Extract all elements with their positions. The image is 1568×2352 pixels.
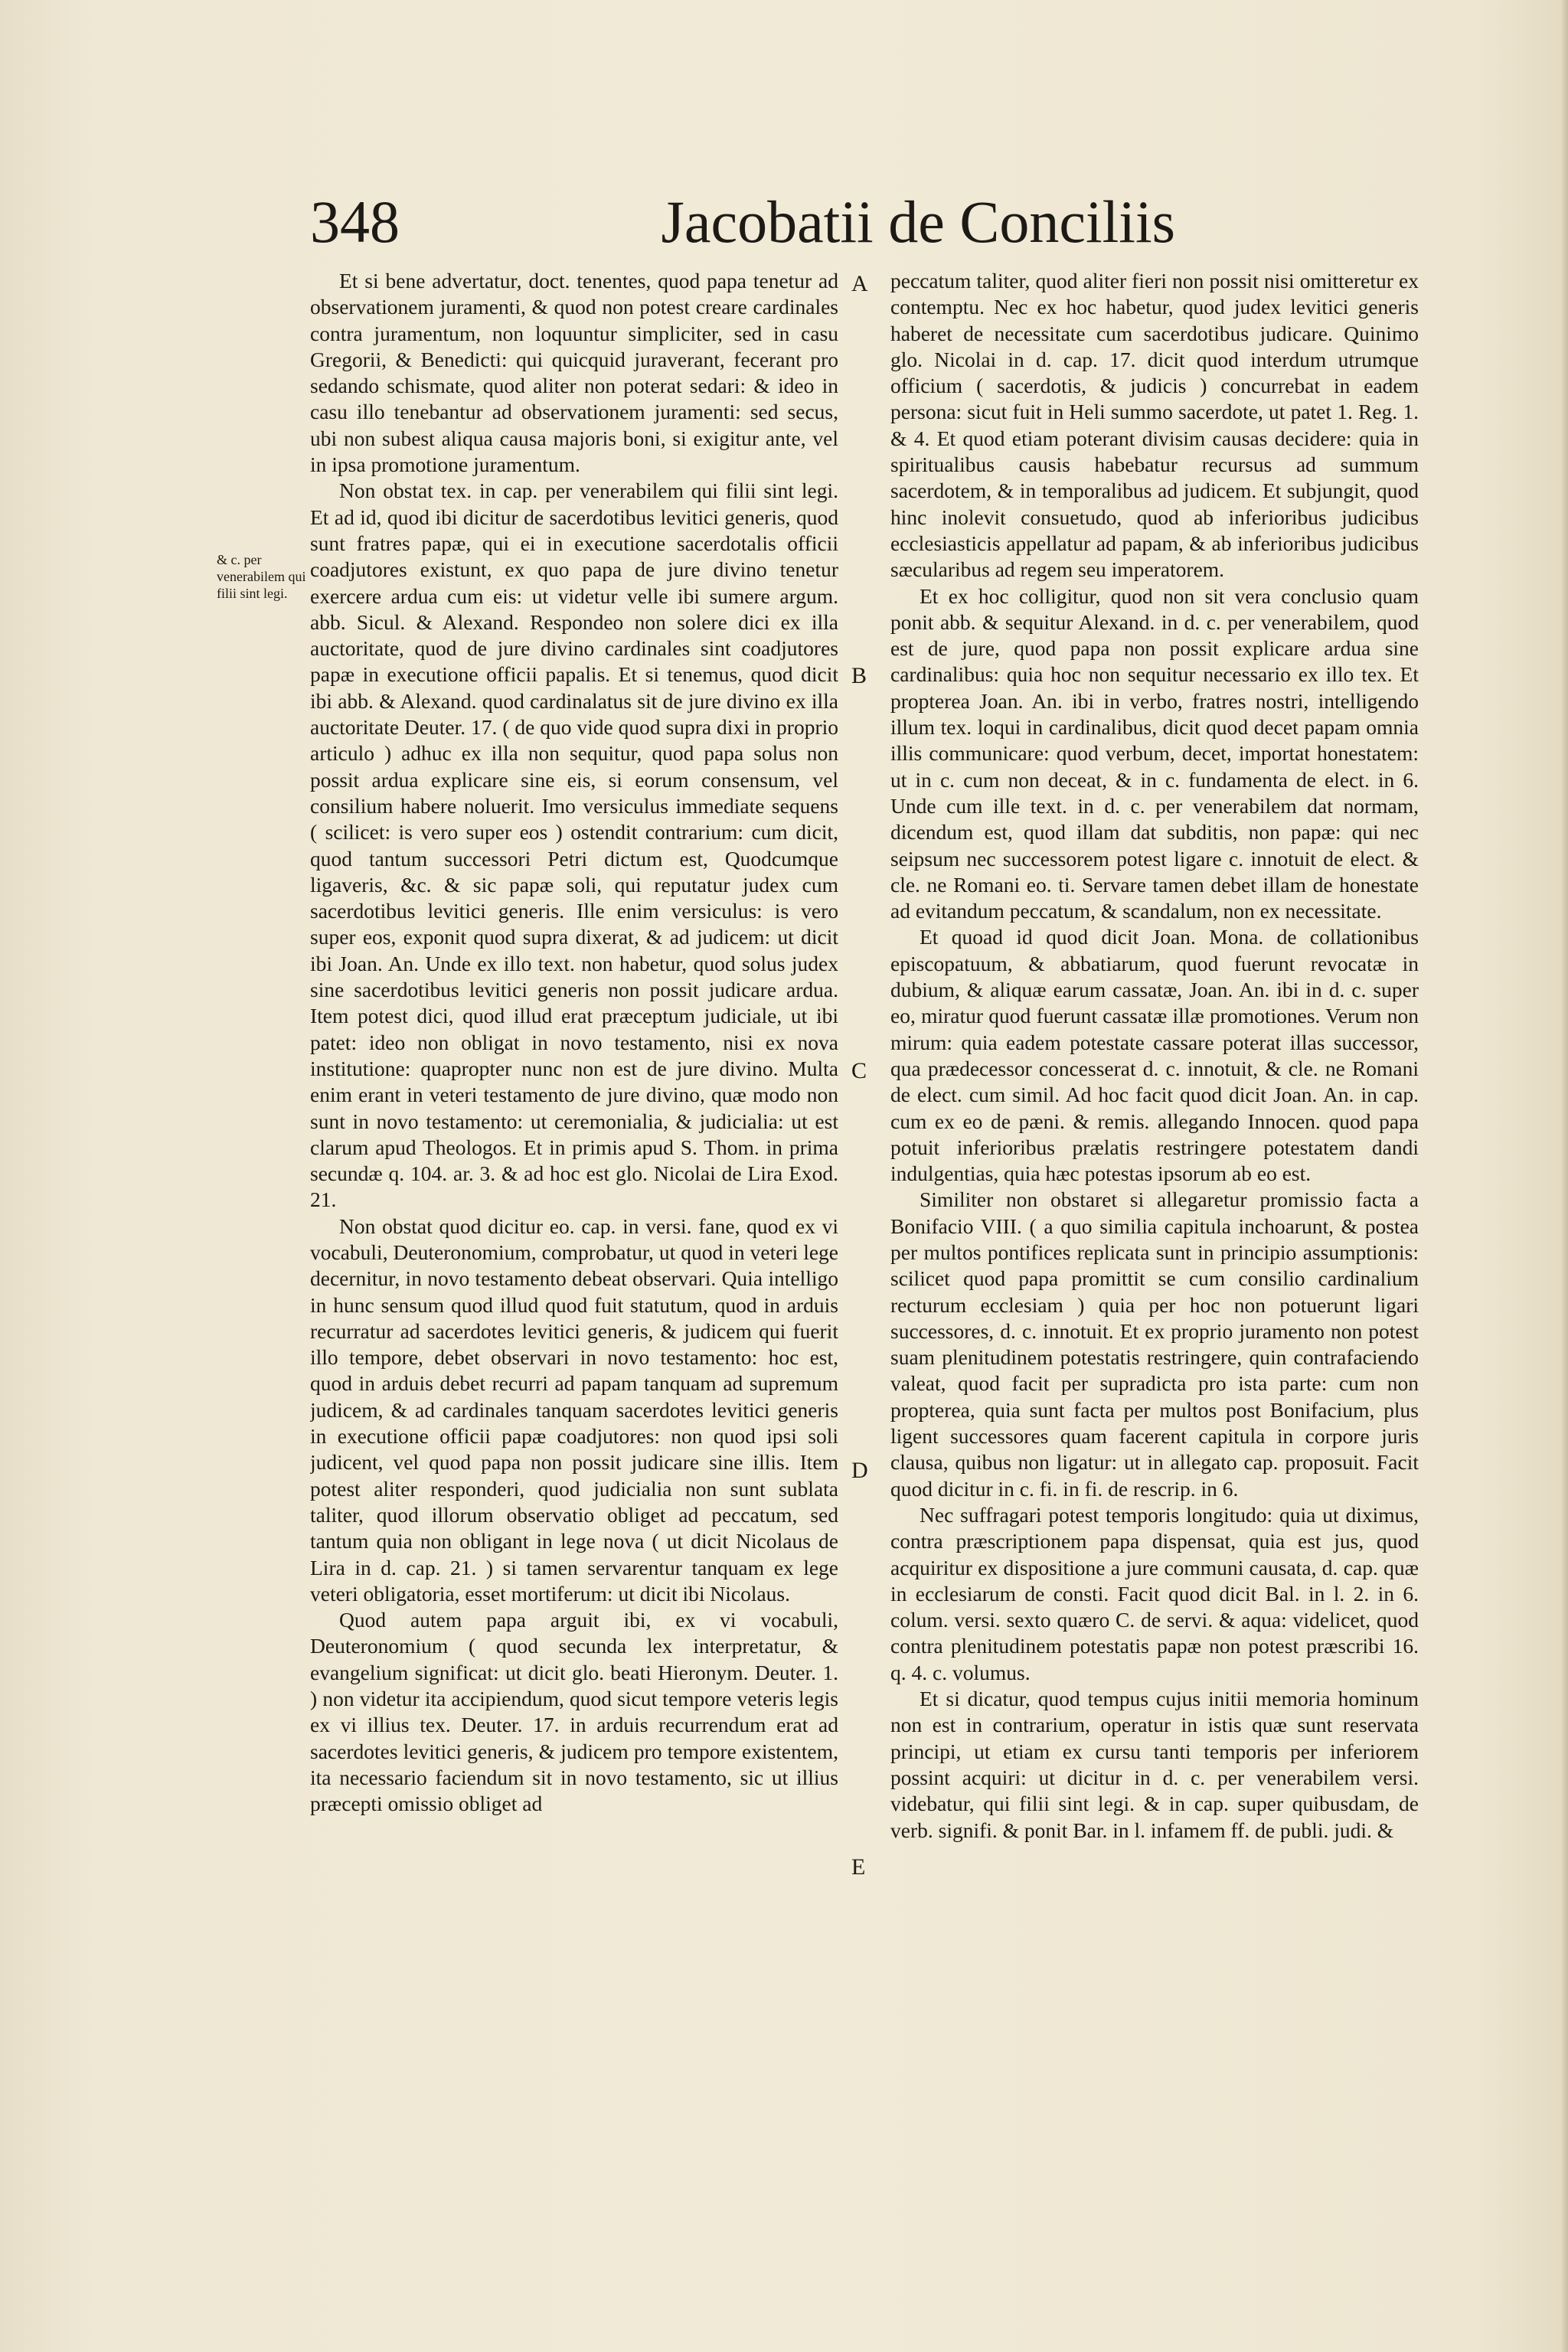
- section-letter-d: D: [851, 1458, 868, 1483]
- section-letter-b: B: [851, 663, 867, 688]
- paragraph: Quod autem papa arguit ibi, ex vi vocabuli, Deuteronomium ( quod secunda lex interpretatur, & evangelium significat: ut dicit glo. beati Hieronym. Deuter. 1. ) non videtur ita accipiendum, quod sicut tempore veteris legis ex vi illius tex. Deuter. 17. in arduis recurrendum erat ad sacerdotes levitici generis, & judicem pro tempore existentem, ita necessario faciendum sit in novo testamento, sic ut illius præcepti omissio obliget ad: [310, 1608, 838, 1816]
- paragraph: Similiter non obstaret si allegaretur promissio facta a Bonifacio VIII. ( a quo similia capitula inchoarunt, & postea per multos pontifices replicata sunt in principio assumptionis: scilicet quod papa promittit se cum consilio cardinalium recturum ecclesiam ) quia per hoc non potuerunt ligari successores, d. c. innotuit. Et ex proprio juramento non potest suam plenitudinem potestatis restringere, quin contrafaciendo valeat, quod facit per supradicta pro ista parte: cum non propterea, quia sunt facta per multos post Bonifacium, plus ligent successores quam facerent capitula in corpore juris clausa, quibus non ligatur: ut in allegato cap. proposuit. Facit quod dicitur in c. fi. in fi. de rescrip. in 6.: [890, 1187, 1419, 1501]
- marginal-note: & c. per venerabilem qui filii sint legi.: [217, 552, 306, 601]
- section-letter-e: E: [851, 1854, 866, 1880]
- paragraph: Non obstat quod dicitur eo. cap. in versi. fane, quod ex vi vocabuli, Deuteronomium, comprobatur, ut quod in veteri lege decernitur, in novo testamento debeat observari. Quia intelligo in hunc sensum quod illud quod fuit statutum, quod in arduis recurratur ad sacerdotes levitici generis, & judicem qui fuerit illo tempore, debet observari in novo testamento: hoc est, quod in arduis debet recurri ad papam tanquam ad supremum judicem, & ad cardinales tanquam sacerdotes levitici generis in executione officii papæ coadjutores: non quod ipsi soli judicent, vel quod papa non possit judicare sine illis. Item potest aliter responderi, quod judicialia non sunt sublata taliter, quod illorum observatio obliget ad peccatum, sed tantum quia non obligant in lege nova ( ut dicit Nicolaus de Lira in d. cap. 21. ) si tamen servarentur tanquam ex lege veteri obligatoria, esset mortiferum: ut dicit ibi Nicolaus.: [310, 1214, 838, 1606]
- section-letter-c: C: [851, 1058, 867, 1083]
- page-header: [310, 184, 1175, 260]
- paragraph: Et si bene advertatur, doct. tenentes, quod papa tenetur ad observationem juramenti, & quod non potest creare cardinales contra juramentum, non loquuntur simpliciter, sed in casu Gregorii, & Benedicti: qui quicquid juraverant, fecerant pro sedando schismate, quod aliter non poterat sedari: & ideo in casu illo tenebantur ad observationem juramenti: sed secus, ubi non subest aliqua causa majoris boni, si exigitur ante, vel in ipsa promotione juramentum.: [310, 269, 838, 477]
- running-title: Jacobatii de Conciliis: [661, 188, 1175, 255]
- paragraph: Non obstat tex. in cap. per venerabilem qui filii sint legi. Et ad id, quod ibi dicitur de sacerdotibus levitici generis, quod sunt fratres papæ, qui ei in executione sacerdotalis officii coadjutores existunt, ex quo papa de jure divino tenetur exercere ardua cum eis: ut videtur velle ibi sumere argum. abb. Sicul. & Alexand. Respondeo non solere dici ex illa auctoritate, quod de jure divino cardinales sint coadjutores papæ in executione officii papalis. Et si tenemus, quod dicit ibi abb. & Alexand. quod cardinalatus sit de jure divino ex illa auctoritate Deuter. 17. ( de quo vide quod supra dixi in proprio articulo ) adhuc ex illa non sequitur, quod papa solus non possit ardua explicare sine eis, si eorum consensum, vel consilium habere noluerit. Imo versiculus immediate sequens ( scilicet: is vero super eos ) ostendit contrarium: cum dicit, quod tantum successori Petri dictum est, Quodcumque ligaveris, &c. & sic papæ soli, qui reputatur judex cum sacerdotibus levitici generis. Ille enim versiculus: is vero super eos, exponit quod supra dixerat, & ad judicem: ut dicit ibi Joan. An. Unde ex illo text. non habetur, quod solus judex sine sacerdotibus levitici generis non possit judicare ardua. Item potest dici, quod illud erat præceptum judiciale, ut ibi patet: ideo non obligat in novo testamento, nisi ex nova institutione: quapropter nunc non est de jure divino. Multa enim erant in veteri testamento de jure divino, quæ modo non sunt in novo testamento: ut ceremonialia, & judicialia: ut est clarum apud Theologos. Et in primis apud S. Thom. in prima secundæ q. 104. ar. 3. & ad hoc est glo. Nicolai de Lira Exod. 21.: [310, 479, 838, 1212]
- page-number: 348: [310, 188, 400, 255]
- paragraph: Nec suffragari potest temporis longitudo: quia ut diximus, contra præscriptionem papa dispensat, quia est jus, quod acquiritur ex dispositione a jure communi causata, d. cap. quæ in ecclesiarum de consti. Facit quod dicit Bal. in l. 2. in 6. colum. versi. sexto quæro C. de servi. & aqua: videlicet, quod contra plenitudinem potestatis papæ non potest præscribi 16. q. 4. c. volumus.: [890, 1502, 1419, 1684]
- right-column: [890, 268, 1419, 2213]
- page-edge-shadow: [1560, 0, 1568, 2352]
- paragraph: Et ex hoc colligitur, quod non sit vera conclusio quam ponit abb. & sequitur Alexand. in d. c. per venerabilem, quod est de jure, quod papa non possit explicare ardua sine cardinalibus: quia hoc non sequitur necessario ex illo tex. Et propterea Joan. An. ibi in verbo, fratres nostri, intelligendo illum tex. loqui in cardinalibus, dicit quod decet papam omnia illis communicare: quod verbum, decet, importat honestatem: ut in c. cum non deceat, & in c. fundamenta de elect. in 6. Unde cum ille text. in d. c. per venerabilem dat normam, dicendum est, quod illam dat subditis, non papæ: qui nec seipsum nec successorem potest ligare c. innotuit de elect. & cle. ne Romani eo. ti. Servare tamen debet illam de honestate ad evitandum peccatum, & scandalum, non ex necessitate.: [890, 583, 1419, 923]
- section-letter-a: A: [851, 271, 868, 296]
- paragraph: Et si dicatur, quod tempus cujus initii memoria hominum non est in contrarium, operatur in istis quæ sunt reservata principi, ut etiam ex cursu tanti temporis per inferiorem possint acquiri: ut dicitur in d. c. per venerabilem versi. videbatur, qui filii sint legi. & in cap. super quibusdam, de verb. signifi. & ponit Bar. in l. infamem ff. de publi. judi. &: [890, 1687, 1419, 1842]
- paragraph: peccatum taliter, quod aliter fieri non possit nisi omitteretur ex contemptu. Nec ex hoc habetur, quod judex levitici generis haberet de necessitate cum sacerdotibus judicare. Quinimo glo. Nicolai in d. cap. 17. dicit quod interdum utrumque officium ( sacerdotis, & judicis ) concurrebat in eadem persona: sicut fuit in Heli summo sacerdote, ut patet 1. Reg. 1. & 4. Et quod etiam poterant divisim causas decidere: quia in spiritualibus causis habebatur recursus ad summum sacerdotem, & in temporalibus ad judicem. Et subjungit, quod hinc inolevit consuetudo, quod ab inferioribus judicibus ecclesiasticis appellatur ad papam, & ab inferioribus judicibus sæcularibus ad regem seu imperatorem.: [890, 269, 1419, 582]
- paragraph: Et quoad id quod dicit Joan. Mona. de collationibus episcopatuum, & abbatiarum, quod fuerunt revocatæ in dubium, & aliquæ earum cassatæ, Joan. An. ibi in d. c. super eo, miratur quod fuerunt cassatæ illæ promotiones. Verum non mirum: quia eadem potestate cassare poterat illas successor, qua prædecessor concesserat d. c. innotuit, & cle. ne Romani de elect. cum simil. Ad hoc facit quod dicit Joan. An. in cap. cum ex eo de pæni. & remis. allegando Innocen. quod papa potuit inferioribus prælatis restringere potestatem dandi indulgentias, quia hæc potestas ipsorum ab eo est.: [890, 925, 1419, 1186]
- left-column: [310, 268, 838, 2213]
